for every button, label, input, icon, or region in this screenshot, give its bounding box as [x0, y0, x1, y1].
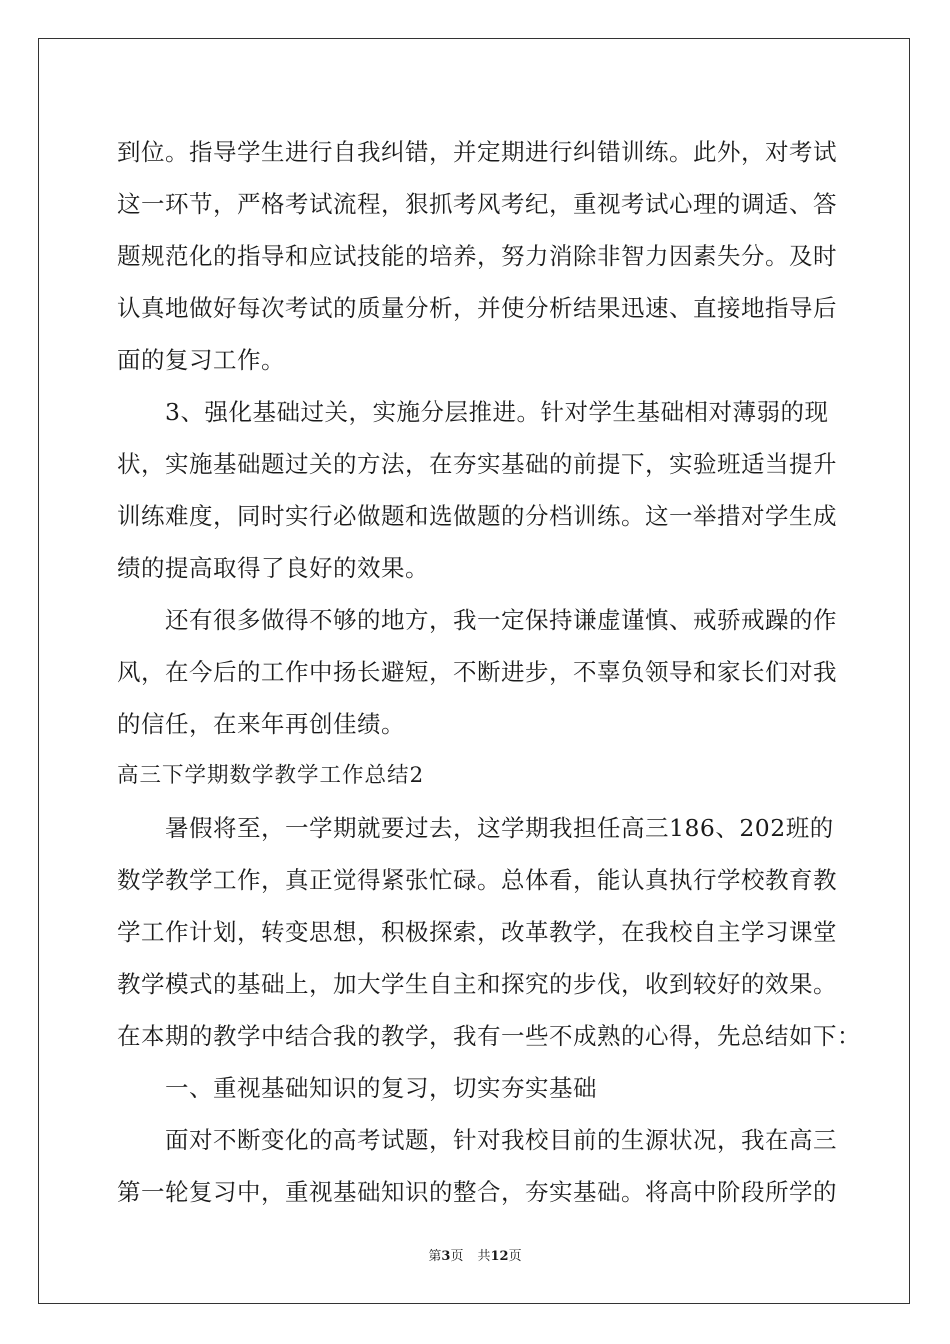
text-line: 状，实施基础题过关的方法，在夯实基础的前提下，实验班适当提升	[117, 450, 837, 478]
text-line: 第一轮复习中，重视基础知识的整合，夯实基础。将高中阶段所学的	[117, 1178, 837, 1206]
text-line: 训练难度，同时实行必做题和选做题的分档训练。这一举措对学生成	[117, 502, 837, 530]
text-line: 学工作计划，转变思想，积极探索，改革教学，在我校自主学习课堂	[117, 918, 837, 946]
text-line: 在本期的教学中结合我的教学，我有一些不成熟的心得，先总结如下：	[117, 1022, 861, 1050]
paragraph-start: 还有很多做得不够的地方，我一定保持谦虚谨慎、戒骄戒躁的作	[165, 606, 837, 634]
page-footer	[0, 1245, 950, 1264]
page-current: 3	[441, 1249, 451, 1264]
text-line: 题规范化的指导和应试技能的培养，努力消除非智力因素失分。及时	[117, 242, 837, 270]
text-line: 到位。指导学生进行自我纠错，并定期进行纠错训练。此外，对考试	[117, 138, 837, 166]
text-line: 数学教学工作，真正觉得紧张忙碌。总体看，能认真执行学校教育教	[117, 866, 837, 894]
paragraph-start: 3、强化基础过关，实施分层推进。针对学生基础相对薄弱的现	[165, 398, 829, 426]
total-unit: 页	[508, 1249, 522, 1264]
text-line: 认真地做好每次考试的质量分析，并使分析结果迅速、直接地指导后	[117, 294, 837, 322]
total-prefix: 共	[477, 1249, 491, 1264]
text-line: 风，在今后的工作中扬长避短，不断进步，不辜负领导和家长们对我	[117, 658, 837, 686]
text-line: 这一环节，严格考试流程，狠抓考风考纪，重视考试心理的调适、答	[117, 190, 837, 218]
page-total: 12	[490, 1249, 509, 1264]
paragraph-start: 面对不断变化的高考试题，针对我校目前的生源状况，我在高三	[165, 1126, 837, 1154]
text-line: 的信任，在来年再创佳绩。	[117, 710, 405, 738]
paragraph-start: 暑假将至，一学期就要过去，这学期我担任高三186、202班的	[165, 814, 834, 842]
text-line: 面的复习工作。	[117, 346, 285, 374]
section-heading: 高三下学期数学教学工作总结2	[117, 763, 425, 788]
text-line: 教学模式的基础上，加大学生自主和探究的步伐，收到较好的效果。	[117, 970, 837, 998]
page-unit: 页	[450, 1249, 464, 1264]
subheading: 一、重视基础知识的复习，切实夯实基础	[165, 1074, 597, 1102]
document-body	[117, 126, 861, 1218]
page-prefix: 第	[428, 1249, 442, 1264]
text-line: 绩的提高取得了良好的效果。	[117, 554, 429, 582]
